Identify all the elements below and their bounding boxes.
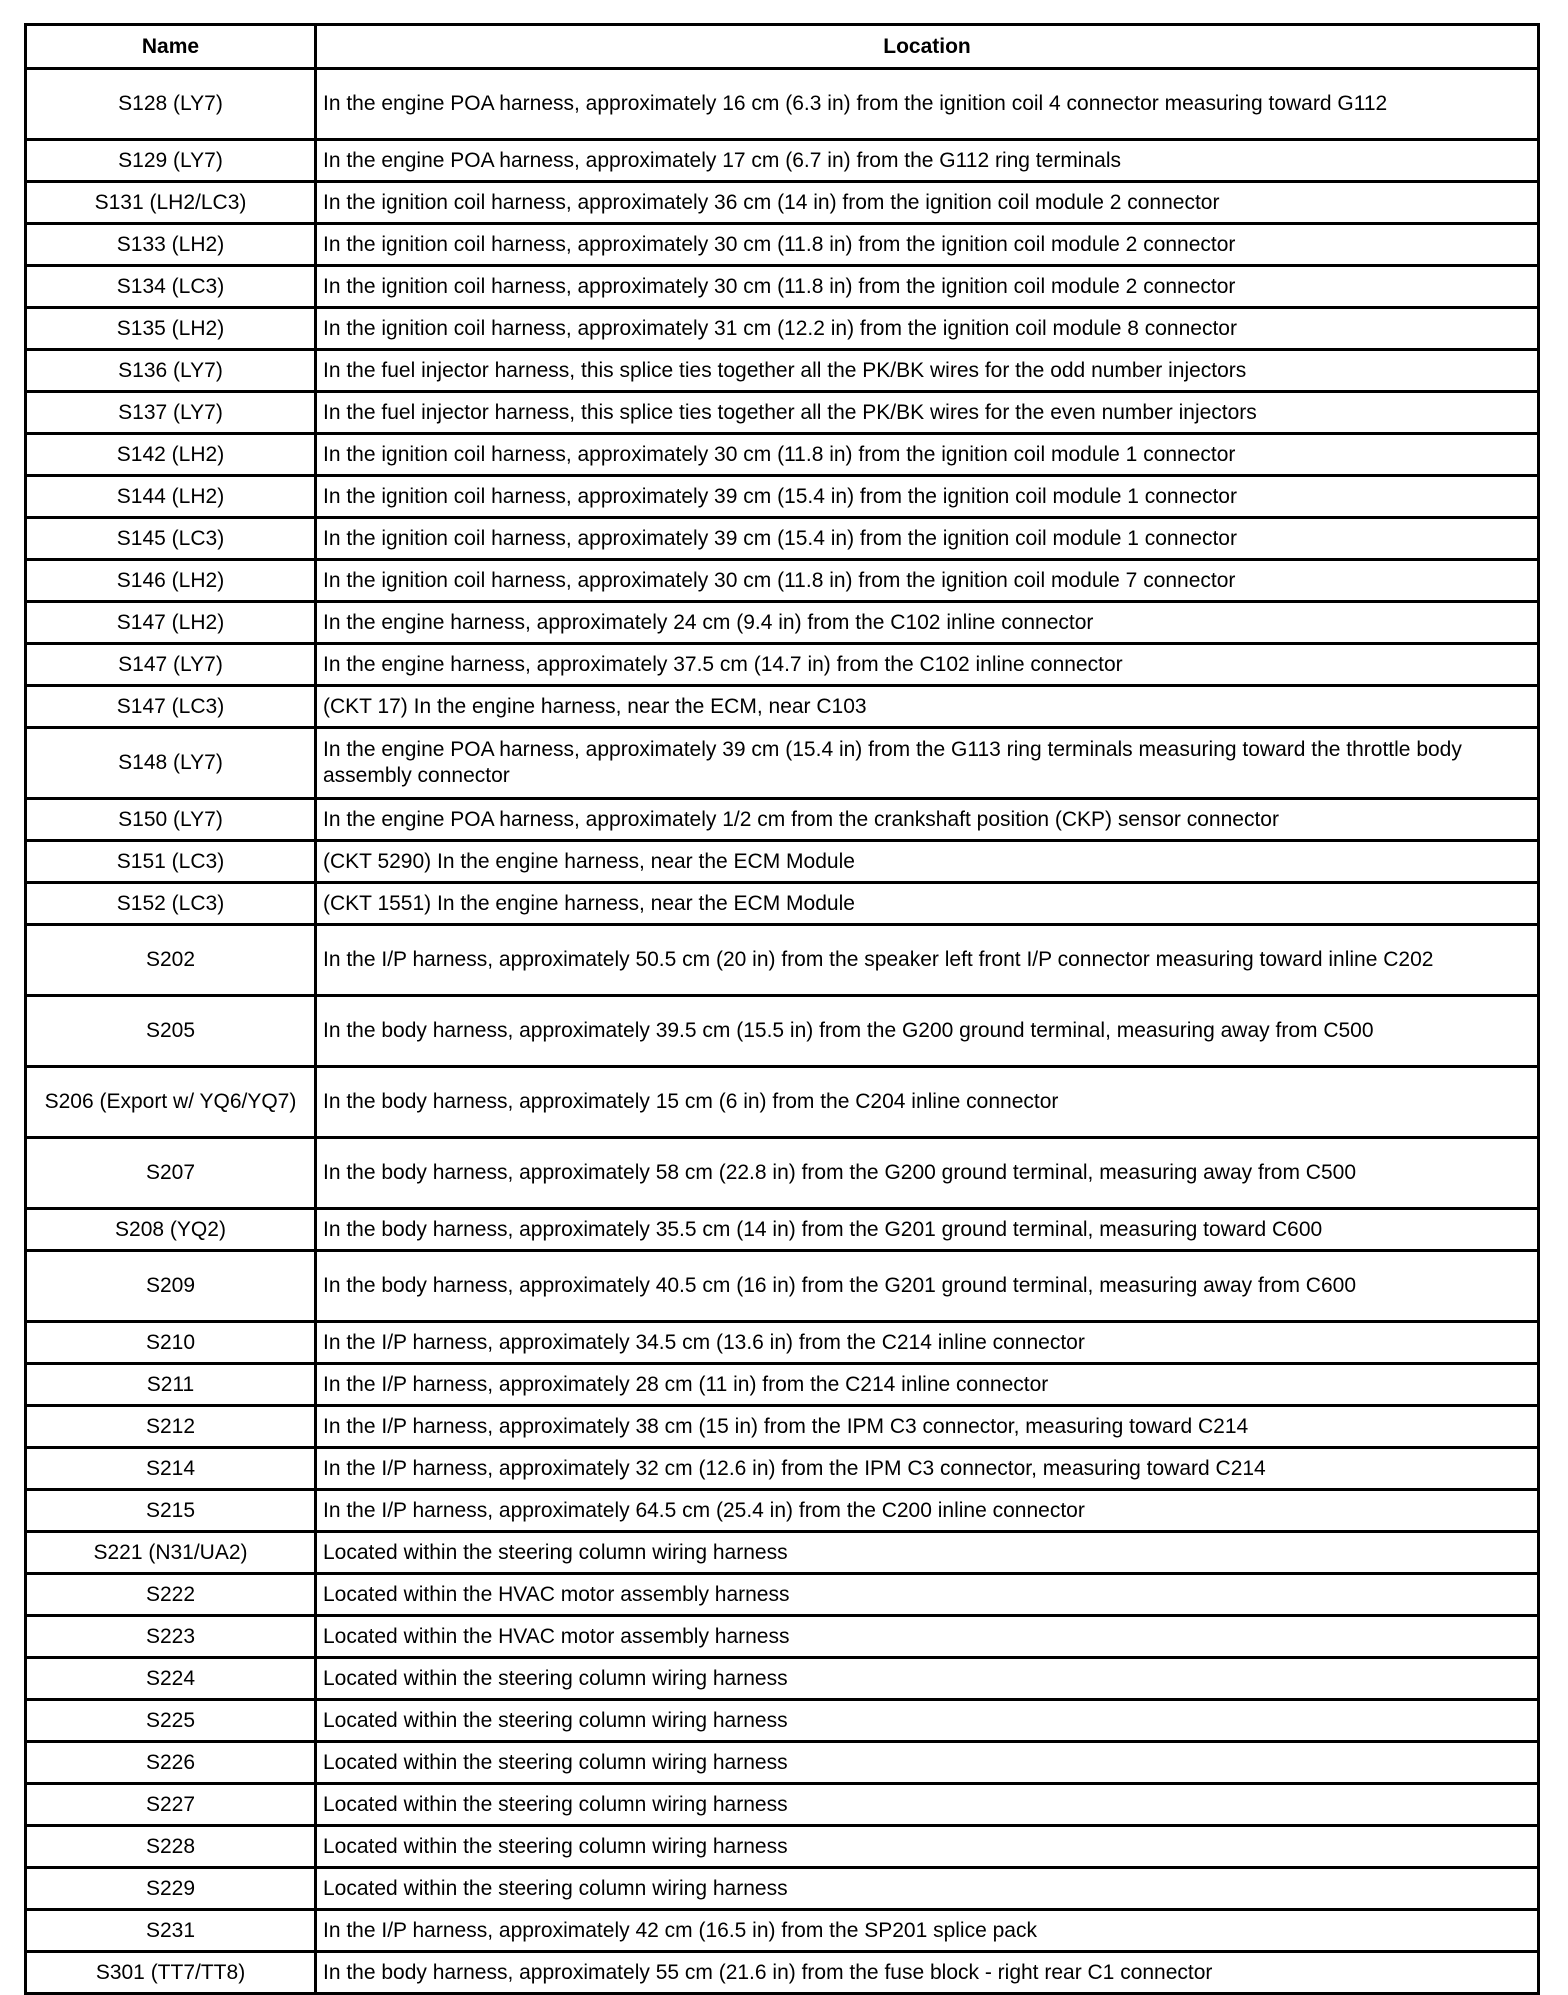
splice-name-cell: S202 [26,925,316,996]
splice-name-cell: S215 [26,1490,316,1532]
splice-location-cell: In the body harness, approximately 15 cm (6 in) from the C204 inline connector [316,1067,1539,1138]
table-row [26,1910,1539,1952]
splice-location-cell: In the body harness, approximately 35.5 cm (14 in) from the G201 ground terminal, measuring toward C600 [316,1209,1539,1251]
splice-location-cell: (CKT 1551) In the engine harness, near the ECM Module [316,883,1539,925]
splice-location-cell: In the fuel injector harness, this splice ties together all the PK/BK wires for the odd number injectors [316,350,1539,392]
splice-location-table [24,23,1540,1995]
table-row [26,350,1539,392]
splice-location-cell: Located within the steering column wiring harness [316,1868,1539,1910]
splice-name-cell: S206 (Export w/ YQ6/YQ7) [26,1067,316,1138]
table-row [26,996,1539,1067]
splice-name-cell: S205 [26,996,316,1067]
splice-name-cell: S129 (LY7) [26,140,316,182]
splice-name-cell: S147 (LC3) [26,686,316,728]
splice-location-cell: Located within the HVAC motor assembly harness [316,1574,1539,1616]
splice-location-cell: In the engine harness, approximately 24 cm (9.4 in) from the C102 inline connector [316,602,1539,644]
table-body [26,69,1539,1994]
table-row [26,1742,1539,1784]
table-row [26,1616,1539,1658]
splice-name-cell: S150 (LY7) [26,799,316,841]
splice-name-cell: S211 [26,1364,316,1406]
splice-location-cell: (CKT 17) In the engine harness, near the ECM, near C103 [316,686,1539,728]
splice-name-cell: S131 (LH2/LC3) [26,182,316,224]
table-row [26,69,1539,140]
splice-name-cell: S135 (LH2) [26,308,316,350]
splice-location-cell: In the fuel injector harness, this splice ties together all the PK/BK wires for the even number injectors [316,392,1539,434]
splice-location-cell: Located within the steering column wiring harness [316,1784,1539,1826]
table-row [26,182,1539,224]
splice-location-cell: In the ignition coil harness, approximately 39 cm (15.4 in) from the ignition coil module 1 connector [316,476,1539,518]
table-row [26,1067,1539,1138]
splice-name-cell: S301 (TT7/TT8) [26,1952,316,1994]
splice-name-cell: S227 [26,1784,316,1826]
splice-name-cell: S229 [26,1868,316,1910]
table-row [26,434,1539,476]
column-header-name: Name [26,25,316,69]
splice-location-cell: Located within the steering column wiring harness [316,1742,1539,1784]
splice-location-cell: In the body harness, approximately 39.5 cm (15.5 in) from the G200 ground terminal, measuring away from C500 [316,996,1539,1067]
table-row [26,1700,1539,1742]
splice-name-cell: S223 [26,1616,316,1658]
table-row [26,1322,1539,1364]
splice-name-cell: S225 [26,1700,316,1742]
splice-location-cell: In the ignition coil harness, approximately 30 cm (11.8 in) from the ignition coil module 1 connector [316,434,1539,476]
table-row [26,476,1539,518]
table-row [26,925,1539,996]
splice-location-cell: In the body harness, approximately 40.5 cm (16 in) from the G201 ground terminal, measuring away from C600 [316,1251,1539,1322]
table-row [26,518,1539,560]
table-row [26,728,1539,799]
splice-location-cell: In the I/P harness, approximately 28 cm (11 in) from the C214 inline connector [316,1364,1539,1406]
table-row [26,1406,1539,1448]
splice-name-cell: S136 (LY7) [26,350,316,392]
table-row [26,1448,1539,1490]
splice-name-cell: S212 [26,1406,316,1448]
splice-name-cell: S231 [26,1910,316,1952]
splice-name-cell: S146 (LH2) [26,560,316,602]
splice-location-cell: In the I/P harness, approximately 34.5 cm (13.6 in) from the C214 inline connector [316,1322,1539,1364]
splice-name-cell: S209 [26,1251,316,1322]
table-row [26,799,1539,841]
column-header-location: Location [316,25,1539,69]
splice-location-cell: (CKT 5290) In the engine harness, near the ECM Module [316,841,1539,883]
table-row [26,841,1539,883]
table-row [26,1784,1539,1826]
table-row [26,224,1539,266]
splice-name-cell: S214 [26,1448,316,1490]
table-row [26,1532,1539,1574]
table-row [26,1868,1539,1910]
splice-location-cell: In the I/P harness, approximately 64.5 cm (25.4 in) from the C200 inline connector [316,1490,1539,1532]
table-row [26,1574,1539,1616]
splice-location-cell: In the engine POA harness, approximately 16 cm (6.3 in) from the ignition coil 4 connector measuring toward G112 [316,69,1539,140]
splice-name-cell: S128 (LY7) [26,69,316,140]
table-row [26,602,1539,644]
splice-location-cell: In the engine POA harness, approximately 39 cm (15.4 in) from the G113 ring terminals measuring toward the throttle body assembly connector [316,728,1539,799]
splice-location-cell: Located within the steering column wiring harness [316,1658,1539,1700]
table-row [26,686,1539,728]
splice-name-cell: S221 (N31/UA2) [26,1532,316,1574]
splice-name-cell: S210 [26,1322,316,1364]
splice-location-cell: Located within the HVAC motor assembly harness [316,1616,1539,1658]
splice-location-cell: In the ignition coil harness, approximately 30 cm (11.8 in) from the ignition coil module 2 connector [316,224,1539,266]
splice-location-cell: In the I/P harness, approximately 50.5 cm (20 in) from the speaker left front I/P connector measuring toward inline C202 [316,925,1539,996]
splice-location-cell: In the engine harness, approximately 37.5 cm (14.7 in) from the C102 inline connector [316,644,1539,686]
table-row [26,644,1539,686]
table-row [26,1658,1539,1700]
splice-location-cell: In the I/P harness, approximately 32 cm (12.6 in) from the IPM C3 connector, measuring toward C214 [316,1448,1539,1490]
table-row [26,1952,1539,1994]
table-row [26,883,1539,925]
splice-name-cell: S134 (LC3) [26,266,316,308]
splice-name-cell: S144 (LH2) [26,476,316,518]
splice-name-cell: S151 (LC3) [26,841,316,883]
splice-name-cell: S207 [26,1138,316,1209]
splice-location-cell: Located within the steering column wiring harness [316,1532,1539,1574]
table-row [26,1826,1539,1868]
table-row [26,1138,1539,1209]
table-row [26,1251,1539,1322]
splice-location-cell: In the ignition coil harness, approximately 30 cm (11.8 in) from the ignition coil module 7 connector [316,560,1539,602]
splice-location-cell: In the I/P harness, approximately 38 cm (15 in) from the IPM C3 connector, measuring toward C214 [316,1406,1539,1448]
splice-location-cell: In the body harness, approximately 58 cm (22.8 in) from the G200 ground terminal, measuring away from C500 [316,1138,1539,1209]
table-row [26,1209,1539,1251]
splice-location-cell: Located within the steering column wiring harness [316,1700,1539,1742]
splice-name-cell: S145 (LC3) [26,518,316,560]
splice-name-cell: S152 (LC3) [26,883,316,925]
table-row [26,392,1539,434]
splice-name-cell: S228 [26,1826,316,1868]
splice-location-cell: Located within the steering column wiring harness [316,1826,1539,1868]
table-row [26,266,1539,308]
splice-location-cell: In the ignition coil harness, approximately 39 cm (15.4 in) from the ignition coil module 1 connector [316,518,1539,560]
table-row [26,560,1539,602]
splice-location-cell: In the ignition coil harness, approximately 31 cm (12.2 in) from the ignition coil module 8 connector [316,308,1539,350]
table-row [26,1364,1539,1406]
splice-name-cell: S222 [26,1574,316,1616]
splice-name-cell: S137 (LY7) [26,392,316,434]
splice-location-cell: In the engine POA harness, approximately 17 cm (6.7 in) from the G112 ring terminals [316,140,1539,182]
table-row [26,140,1539,182]
splice-name-cell: S147 (LH2) [26,602,316,644]
splice-location-cell: In the ignition coil harness, approximately 30 cm (11.8 in) from the ignition coil module 2 connector [316,266,1539,308]
table-row [26,308,1539,350]
splice-name-cell: S147 (LY7) [26,644,316,686]
splice-location-cell: In the body harness, approximately 55 cm (21.6 in) from the fuse block - right rear C1 connector [316,1952,1539,1994]
table-header-row [26,25,1539,69]
splice-name-cell: S133 (LH2) [26,224,316,266]
splice-name-cell: S224 [26,1658,316,1700]
splice-location-cell: In the ignition coil harness, approximately 36 cm (14 in) from the ignition coil module 2 connector [316,182,1539,224]
splice-name-cell: S142 (LH2) [26,434,316,476]
table-row [26,1490,1539,1532]
splice-location-cell: In the engine POA harness, approximately 1/2 cm from the crankshaft position (CKP) sensor connector [316,799,1539,841]
splice-name-cell: S208 (YQ2) [26,1209,316,1251]
splice-name-cell: S226 [26,1742,316,1784]
splice-name-cell: S148 (LY7) [26,728,316,799]
splice-location-cell: In the I/P harness, approximately 42 cm (16.5 in) from the SP201 splice pack [316,1910,1539,1952]
